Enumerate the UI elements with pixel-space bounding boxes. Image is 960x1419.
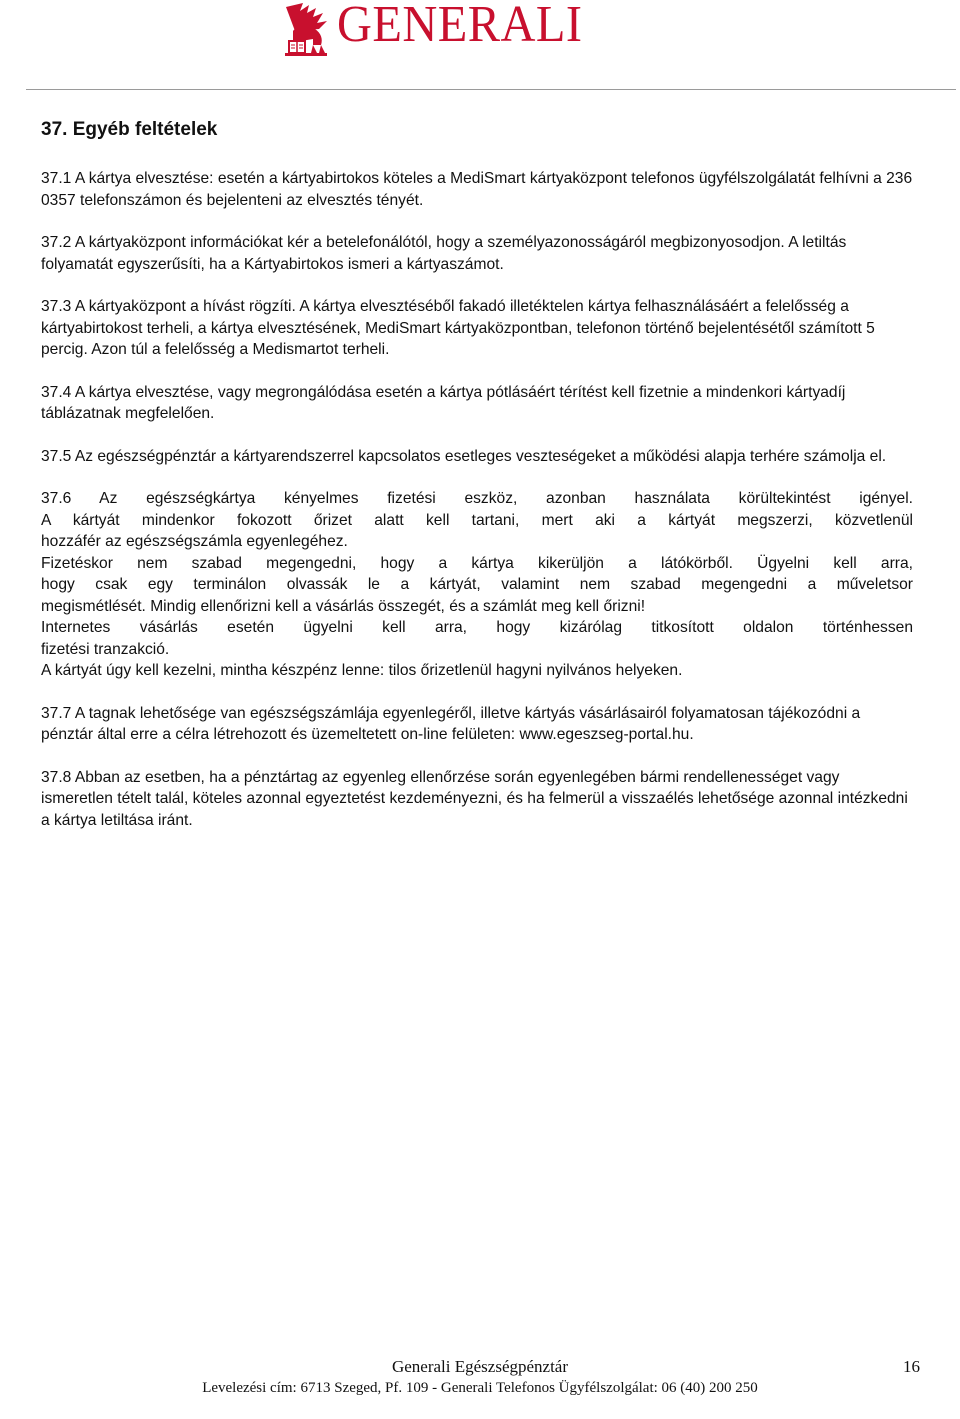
section-title: 37. Egyéb feltételek — [41, 119, 218, 140]
paragraph-37-6-line: Internetes vásárlás esetén ügyelni kell arra, hogy kizárólag titkosított oldalon történhessen — [41, 619, 913, 636]
winged-lion-icon — [283, 1, 329, 57]
document-body — [41, 118, 913, 852]
paragraph-37-6-line: hogy csak egy terminálon olvassák le a kártyát, valamint nem szabad megengedni a műveletsor — [41, 576, 913, 593]
paragraph-37-8: 37.8 Abban az esetben, ha a pénztártag az egyenleg ellenőrzése során egyenlegében bármi rendellenességet vagy ismeretlen tételt talál, köteles azonnal egyeztetést kezdeményezni, és ha felmerül a visszaélés lehetősége azonnal intézkedni a kártya letiltása iránt. — [41, 768, 908, 829]
header-divider — [26, 89, 956, 90]
paragraph-37-6-line: 37.6 Az egészségkártya kényelmes fizetési eszköz, azonban használata körültekintést igényel. — [41, 490, 913, 507]
logo-wordmark: GENERALI — [337, 0, 583, 53]
page-number: 16 — [903, 1357, 920, 1376]
footer-title: Generali Egészségpénztár — [391, 1357, 569, 1376]
paragraph-37-6-line: A kártyát úgy kell kezelni, mintha készpénz lenne: tilos őrizetlenül hagyni nyilvános helyeken. — [41, 662, 683, 679]
paragraph-37-6 — [41, 488, 913, 682]
paragraph-37-6-line: fizetési tranzakció. — [41, 640, 170, 658]
footer-address: Levelezési cím: 6713 Szeged, Pf. 109 - Generali Telefonos Ügyfélszolgálat: 06 (40) 200 250 — [202, 1380, 758, 1396]
paragraph-37-3: 37.3 A kártyaközpont a hívást rögzíti. A kártya elvesztéséből fakadó illetéktelen kártya felhasználásáért a felelősség a kártyabirtokost terheli, a kártya elvesztésének, MediSmart kártyaközpontban, telefonon történő bejelentésétől számított 5 percig. Azon túl a felelősség a Medismartot terheli. — [41, 298, 875, 358]
paragraph-37-6-line: megismétlését. Mindig ellenőrizni kell a vásárlás összegét, és a számlát meg kell őrizni! — [41, 597, 646, 615]
paragraph-37-6-line: A kártyát mindenkor fokozott őrizet alatt kell tartani, mert aki a kártyát megszerzi, közvetlenül — [41, 511, 913, 529]
paragraph-37-7: 37.7 A tagnak lehetősége van egészségszámlája egyenlegéről, illetve kártyás vásárlásairól folyamatosan tájékozódni a pénztár által erre a célra létrehozott és üzemeltetett on-line felületen: www.egeszseg-portal.hu. — [41, 704, 861, 743]
generali-logo — [283, 0, 683, 62]
paragraph-37-6-line: Fizetéskor nem szabad megengedni, hogy a kártya kikerüljön a látókörből. Ügyelni kell arra, — [41, 554, 913, 572]
paragraph-37-6-line: hozzáfér az egészségszámla egyenlegéhez. — [41, 533, 348, 550]
paragraph-37-1: 37.1 A kártya elvesztése: esetén a kártyabirtokos köteles a MediSmart kártyaközpont telefonos ügyfélszolgálatát felhívni a 236 0357 telefonszámon és bejelenteni az elvesztés tényét. — [41, 170, 913, 209]
paragraph-37-4: 37.4 A kártya elvesztése, vagy megrongálódása esetén a kártya pótlásáért térítést kell fizetnie a mindenkori kártyadíj táblázatnak megfelelően. — [41, 383, 846, 422]
paragraph-37-2: 37.2 A kártyaközpont információkat kér a betelefonálótól, hogy a személyazonosságáról megbizonyosodjon. A letiltás folyamatát egyszerűsíti, ha a Kártyabirtokos ismeri a kártyaszámot. — [41, 234, 847, 273]
paragraph-37-5: 37.5 Az egészségpénztár a kártyarendszerrel kapcsolatos esetleges veszteségeket a működési alapja terhére számolja el. — [41, 447, 887, 465]
